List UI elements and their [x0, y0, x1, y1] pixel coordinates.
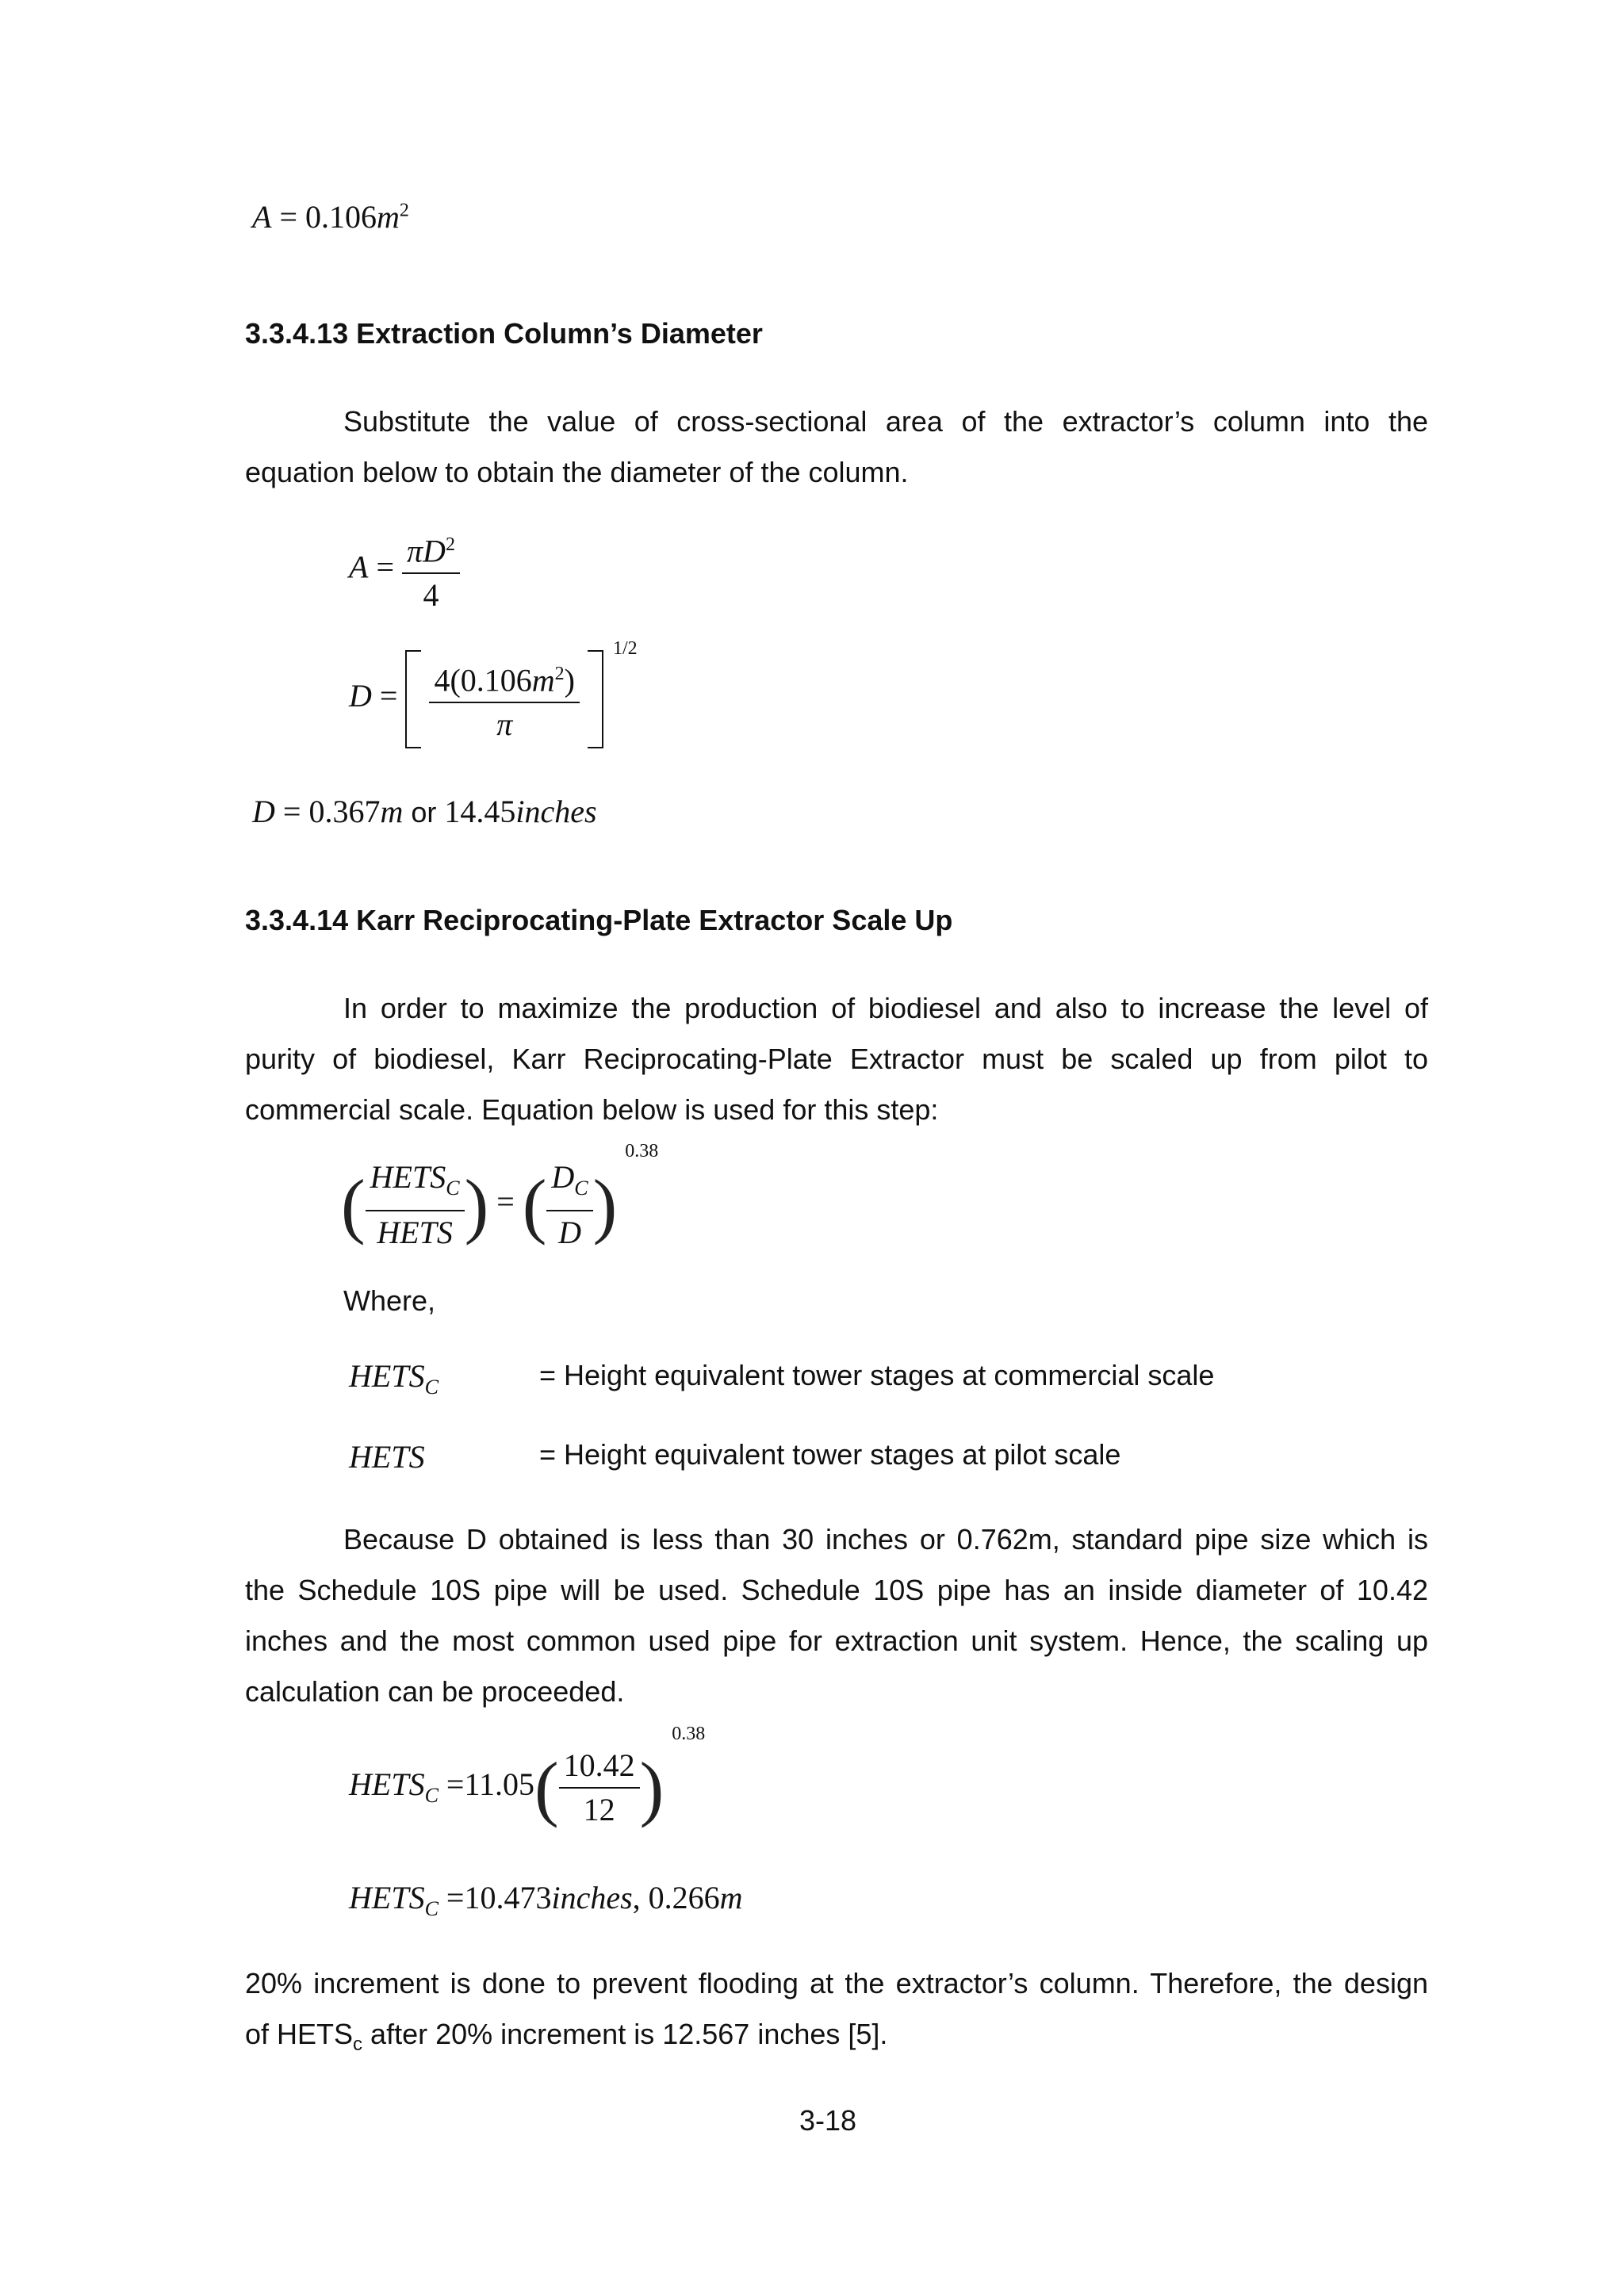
denominator: 12: [583, 1792, 615, 1827]
definition-symbol-hets-c: [349, 1357, 439, 1399]
paragraph-line: calculation can be proceeded.: [245, 1675, 625, 1708]
scale-up-calculation-equation: [349, 1723, 706, 1831]
paragraph-pipe-selection: [245, 1514, 1428, 1717]
or-text: or: [411, 796, 437, 828]
symbol-hets: HETS: [377, 1215, 453, 1250]
diameter-formula-equation: [349, 637, 638, 748]
paragraph-flooding-increment: [245, 1958, 1428, 2070]
unit-m: m: [377, 199, 400, 235]
section-heading-diameter: 3.3.4.13 Extraction Column’s Diameter: [245, 317, 763, 350]
closing-paren: ): [564, 662, 575, 698]
diameter-result-equation: [252, 793, 597, 830]
fraction: [402, 523, 460, 617]
unit-m: m: [719, 1880, 743, 1915]
unit-inches: inches: [551, 1880, 633, 1915]
pi-symbol: π: [496, 706, 513, 743]
unit-m: m: [380, 794, 404, 829]
pi-symbol: π: [407, 533, 423, 569]
fraction: [429, 652, 580, 746]
exponent: 2: [554, 663, 565, 684]
paragraph-line: In order to maximize the production of biodiesel and also to increase the level of: [343, 992, 1428, 1024]
area-formula-equation: [349, 523, 460, 617]
unit-m: m: [531, 662, 555, 698]
page-number: 3-18: [799, 2104, 857, 2137]
numerator-value: 4(0.106: [434, 662, 532, 698]
comma: ,: [632, 1880, 641, 1915]
scale-up-equation: [341, 1140, 659, 1254]
area-result-equation: [252, 198, 409, 235]
paragraph-line: commercial scale. Equation below is used for this step:: [245, 1093, 939, 1126]
equals-sign: =: [282, 794, 301, 829]
paragraph-line: Because D obtained is less than 30 inches or 0.762m, standard pipe size which is: [343, 1523, 1428, 1556]
right-paren: ): [592, 1165, 618, 1246]
where-label: Where,: [343, 1284, 436, 1317]
result-value-inches: 10.473: [464, 1880, 552, 1915]
equals-sign: =: [496, 1184, 515, 1220]
paragraph-diameter-intro: [245, 396, 1428, 498]
equals-sign: =: [446, 1880, 465, 1915]
paragraph-line: Substitute the value of cross-sectional area of the extractor’s column into the: [343, 405, 1428, 438]
symbol-hets: HETS: [370, 1159, 446, 1195]
subscript-c: C: [424, 1376, 439, 1399]
power-exponent: 1/2: [613, 637, 638, 659]
symbol-hets: HETS: [349, 1358, 425, 1394]
diameter-value-inches: 14.45: [444, 794, 516, 829]
symbol-a: A: [252, 199, 272, 235]
right-paren: ): [639, 1747, 665, 1828]
fraction-hets: [366, 1156, 465, 1254]
paragraph-text: of HETS: [245, 2018, 354, 2050]
paragraph-scale-up-intro: [245, 983, 1428, 1135]
symbol-hets: HETS: [349, 1766, 425, 1803]
symbol-d: D: [558, 1215, 581, 1250]
symbol-hets: HETS: [349, 1439, 425, 1475]
right-paren: ): [464, 1165, 489, 1246]
symbol-d: D: [423, 533, 446, 569]
paragraph-line: equation below to obtain the diameter of the column.: [245, 456, 909, 488]
numerator: 10.42: [559, 1744, 640, 1789]
paragraph-line: purity of biodiesel, Karr Reciprocating-Plate Extractor must be scaled up from pilot to: [245, 1043, 1428, 1075]
subscript-c: C: [574, 1177, 588, 1200]
diameter-value-m: 0.367: [308, 794, 381, 829]
symbol-d: D: [551, 1159, 575, 1195]
equals-sign: =: [379, 678, 398, 714]
paragraph-text: after 20% increment is 12.567 inches [5].: [362, 2018, 888, 2050]
power-exponent: 0.38: [625, 1140, 659, 1161]
coefficient: 11.05: [464, 1766, 534, 1803]
unit-inches: inches: [515, 794, 597, 829]
denominator: 4: [423, 577, 439, 614]
equals-sign: =: [376, 549, 394, 585]
subscript-c: C: [424, 1897, 439, 1920]
left-paren: (: [341, 1165, 366, 1246]
definition-symbol-hets: [349, 1438, 425, 1475]
subscript-c: c: [353, 2034, 363, 2056]
symbol-d: D: [252, 794, 275, 829]
section-heading-scale-up: 3.3.4.14 Karr Reciprocating-Plate Extractor Scale Up: [245, 904, 953, 936]
left-bracket: [405, 650, 421, 748]
definition-text-pilot: = Height equivalent tower stages at pilot scale: [539, 1438, 1121, 1471]
paragraph-line: inches and the most common used pipe for extraction unit system. Hence, the scaling up: [245, 1624, 1428, 1657]
exponent: 2: [399, 200, 409, 221]
left-paren: (: [522, 1165, 547, 1246]
symbol-d: D: [349, 678, 372, 714]
paragraph-line: the Schedule 10S pipe will be used. Schedule 10S pipe has an inside diameter of 10.42: [245, 1574, 1428, 1606]
paragraph-line: 20% increment is done to prevent flooding at the extractor’s column. Therefore, the design: [245, 1967, 1428, 1999]
symbol-a: A: [349, 549, 369, 585]
equals-sign: =: [279, 199, 297, 235]
subscript-c: C: [446, 1177, 460, 1200]
result-value-m: 0.266: [648, 1880, 720, 1915]
fraction-diameter: [546, 1156, 592, 1254]
subscript-c: C: [424, 1784, 439, 1808]
scale-up-result-equation: [349, 1879, 743, 1921]
fraction: [559, 1744, 640, 1831]
left-paren: (: [534, 1747, 559, 1828]
symbol-hets: HETS: [349, 1880, 425, 1915]
exponent: 2: [445, 534, 455, 555]
area-value: 0.106: [305, 199, 377, 235]
power-exponent: 0.38: [672, 1723, 706, 1744]
equals-sign: =: [446, 1766, 465, 1803]
definition-text-commercial: = Height equivalent tower stages at commercial scale: [539, 1359, 1215, 1391]
right-bracket: [588, 650, 603, 748]
